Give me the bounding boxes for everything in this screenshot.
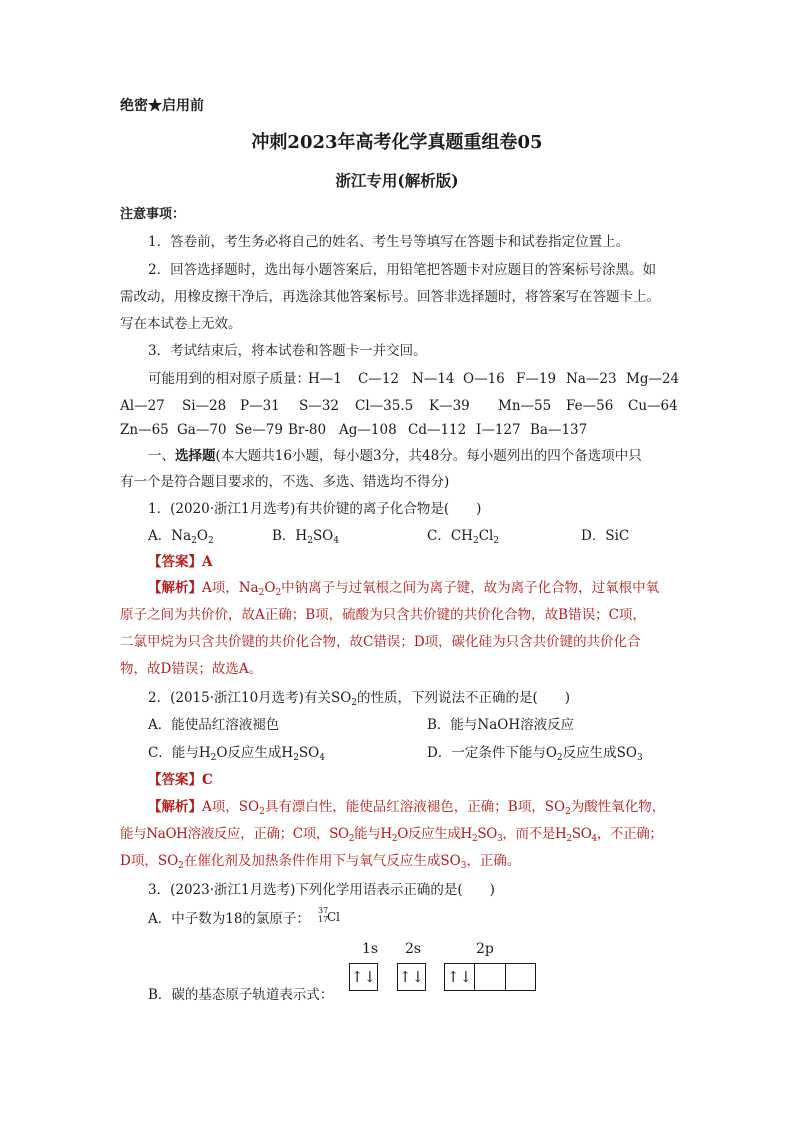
electron-pair: ↑↓ bbox=[445, 964, 475, 990]
q1-explanation-line-1: 【解析】A项，$Na_2O_2$中钠离子与过氧根之间为离子键，故为离子化合物，过氧根中氧 bbox=[148, 580, 660, 598]
q1-explanation-line-4: 物，故D错误；故选A。 bbox=[120, 661, 263, 677]
electron-pair: ↑↓ bbox=[350, 968, 377, 986]
q2-explanation-line-1: 【解析】A项，$SO_2$具有漂白性，能使品红溶液褪色，正确；B项，$SO_2$为酸性氧化物， bbox=[148, 799, 666, 817]
atomic-mass: C—12 bbox=[358, 371, 400, 387]
note-2-line-2: 需改动，用橡皮擦干净后，再选涂其他答案标号。回答非选择题时，将答案写在答题卡上。 bbox=[120, 289, 660, 305]
q1-explanation-line-2: 原子之间为共价价，故A正确；B项，硫酸为只含共价键的共价化合物，故B错误；C项， bbox=[120, 607, 646, 623]
q2-option-b: B．能与NaOH溶液反应 bbox=[427, 717, 575, 733]
q3-option-a: A．中子数为18的氯原子： bbox=[148, 911, 310, 927]
atomic-mass: Ag—108 bbox=[339, 422, 397, 438]
note-1: 1．答卷前，考生务必将自己的姓名、考生号等填写在答题卡和试卷指定位置上。 bbox=[148, 234, 630, 250]
q1-option-d: D．SiC bbox=[581, 528, 630, 544]
orbital-box-2s bbox=[397, 963, 426, 991]
note-3: 3．考试结束后，将本试卷和答题卡一并交回。 bbox=[148, 343, 427, 359]
atomic-mass: Si—28 bbox=[182, 398, 227, 414]
note-2-line-1: 2．回答选择题时，选出每小题答案后，用铅笔把答题卡对应题目的答案标号涂黑。如 bbox=[148, 262, 657, 278]
question-3-stem: 3．(2023·浙江1月选考)下列化学用语表示正确的是( ) bbox=[148, 882, 495, 898]
page-subtitle: 浙江专用(解析版) bbox=[335, 171, 459, 190]
orbital-label-1s: 1s bbox=[362, 941, 379, 957]
atomic-mass: Cl—35.5 bbox=[355, 398, 414, 414]
atomic-mass: Ba—137 bbox=[530, 422, 588, 438]
atomic-mass: Br-80 bbox=[288, 422, 327, 438]
atomic-mass: I—127 bbox=[476, 422, 521, 438]
atomic-mass: O—16 bbox=[463, 371, 505, 387]
electron-pair: ↑↓ bbox=[398, 968, 425, 986]
q2-explanation-line-3: D项，$SO_2$在催化剂及加热条件作用下与氧气反应生成$SO_3$，正确。 bbox=[120, 853, 521, 871]
q1-option-b: B．$H_2SO_4$ bbox=[272, 528, 339, 546]
q1-explanation-line-3: 二氯甲烷为只含共价键的共价化合物，故C错误；D项，碳化硅为只含共价键的共价化合 bbox=[120, 634, 641, 650]
note-2-line-3: 写在本试卷上无效。 bbox=[120, 316, 242, 332]
chlorine-nuclide-notation: 37 17 Cl bbox=[318, 906, 341, 924]
q2-explanation-line-2: 能与NaOH溶液反应，正确；C项，$SO_2$能与$H_2O$反应生成$H_2SO_3$，而不是$H_2SO_4$，不正确； bbox=[120, 826, 663, 844]
orbital-label-2p: 2p bbox=[476, 941, 494, 957]
orbital-box-2p bbox=[444, 963, 536, 991]
orbital-empty-cell bbox=[475, 964, 506, 990]
atomic-mass: P—31 bbox=[240, 398, 280, 414]
orbital-label-2s: 2s bbox=[405, 941, 422, 957]
q1-option-c: C．$CH_2Cl_2$ bbox=[427, 528, 500, 546]
orbital-empty-cell bbox=[506, 964, 535, 990]
q2-answer: 【答案】C bbox=[148, 772, 213, 788]
atomic-mass: Se—79 bbox=[235, 422, 283, 438]
q2-option-a: A．能使品红溶液褪色 bbox=[148, 717, 280, 733]
atomic-mass: Zn—65 bbox=[120, 422, 169, 438]
atomic-mass: Cd—112 bbox=[408, 422, 467, 438]
atomic-mass: Ga—70 bbox=[177, 422, 227, 438]
atomic-mass: F—19 bbox=[516, 371, 557, 387]
confidential-label: 绝密★启用前 bbox=[120, 98, 204, 114]
atomic-mass: K—39 bbox=[429, 398, 470, 414]
atomic-mass: Fe—56 bbox=[566, 398, 614, 414]
orbital-box-1s bbox=[349, 963, 378, 991]
q2-option-d: D．一定条件下能与$O_2$反应生成$SO_3$ bbox=[427, 745, 643, 763]
atomic-mass: S—32 bbox=[299, 398, 339, 414]
q1-answer: 【答案】A bbox=[148, 554, 213, 570]
atomic-mass: N—14 bbox=[412, 371, 455, 387]
atomic-mass: H—1 bbox=[308, 371, 342, 387]
atomic-mass: Al—27 bbox=[120, 398, 165, 414]
q1-option-a: A．$Na_2O_2$ bbox=[148, 528, 214, 546]
question-1-stem: 1．(2020·浙江1月选考)有共价键的离子化合物是( ) bbox=[148, 501, 482, 517]
section-heading: 一、选择题(本大题共16小题，每小题3分，共48分。每小题列出的四个备选项中只 bbox=[148, 448, 642, 464]
q3-option-b: B．碳的基态原子轨道表示式： bbox=[148, 987, 334, 1003]
q2-option-c: C．能与$H_2O$反应生成$H_2SO_4$ bbox=[148, 745, 325, 763]
atomic-mass: Na—23 bbox=[566, 371, 617, 387]
atomic-mass: Mn—55 bbox=[498, 398, 552, 414]
atomic-mass-label: 可能用到的相对原子质量： bbox=[148, 371, 310, 387]
atomic-mass: Cu—64 bbox=[628, 398, 678, 414]
atomic-mass: Mg—24 bbox=[626, 371, 680, 387]
question-2-stem: 2．(2015·浙江10月选考)有关$SO_2$的性质，下列说法不正确的是( ) bbox=[148, 690, 571, 708]
section-description: 有一个是符合题目要求的，不选、多选、错选均不得分) bbox=[120, 474, 450, 490]
notes-heading: 注意事项： bbox=[120, 207, 186, 222]
page-title: 冲刺2023年高考化学真题重组卷05 bbox=[251, 132, 543, 153]
